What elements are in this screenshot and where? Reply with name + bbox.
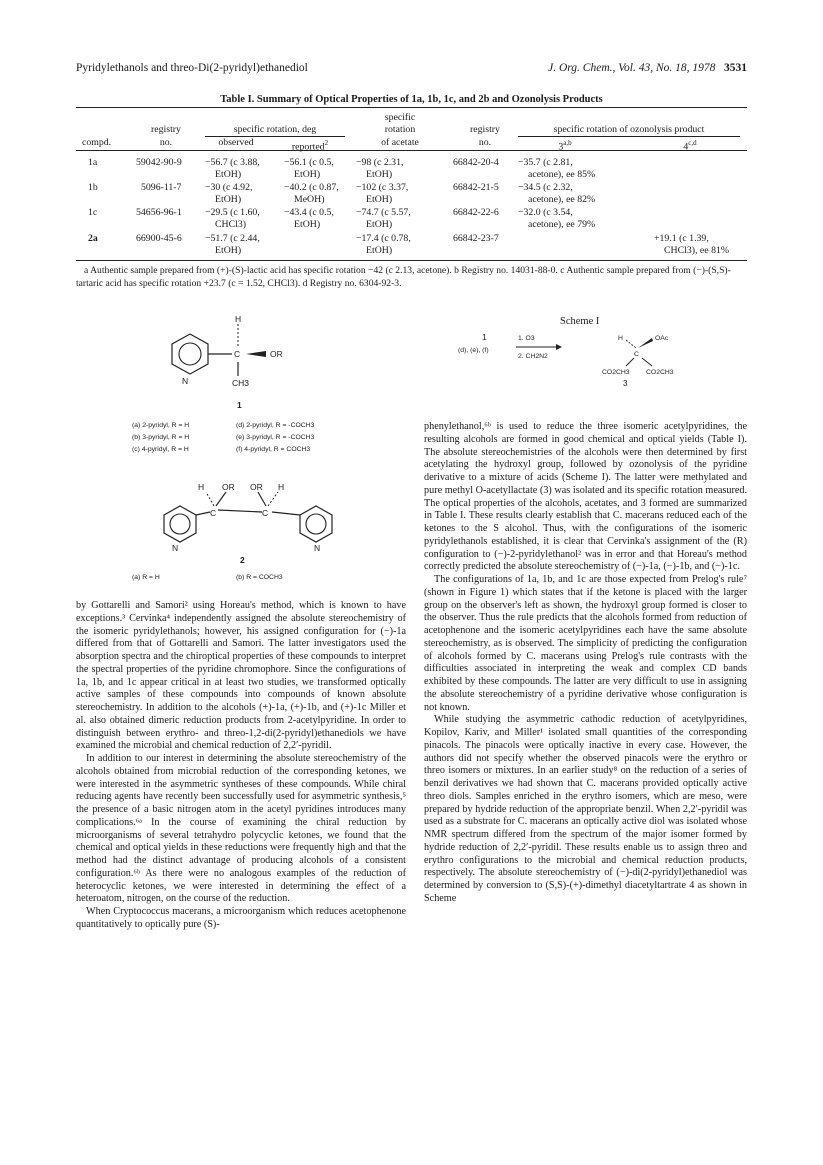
header-title: Pyridylethanols and threo-Di(2-pyridyl)ethanediol — [76, 62, 308, 74]
col-registry-h2: no. — [159, 137, 173, 148]
legend-item: (b) 3-pyridyl, R = H — [132, 434, 190, 441]
scheme-co2ch3-right: CO2CH3 — [646, 369, 674, 376]
scheme-title: Scheme I — [560, 316, 600, 327]
legend-item: (f) 4-pyridyl, R = COCH3 — [236, 446, 311, 453]
table-footnote — [76, 265, 756, 290]
s2-number: 2 — [240, 555, 245, 565]
cell-reported-solvent: EtOH) — [294, 219, 321, 230]
scheme-co2ch3-left: CO2CH3 — [602, 369, 630, 376]
cell-registry2: 66842-22-6 — [453, 207, 499, 218]
paragraph: While studying the asymmetric cathodic reduction of acetylpyridines, Kopilov, Kariv, and Miller¹ isolated small quantities of the corresponding pinacols. The pinacols were optically inactive in every case. However, the authors did not specify whether the observed pinacols were the erythro or threo isomers or mixtures. In an earlier study⁸ on the reduction of a series of benzil derivatives we had shown that C. macerans provided optically active threo diols. Samples enriched in the erythro isomers, which are meso, were prepared by hydride reduction of the appropriate benzil. When 2,2′-pyridil was used as a substrate for C. macerans an optically active diol was isolated whose NMR spectrum differed from the spectrum of the major isomer formed by hydride reduction of 2,2′-pyridil. These results enable us to assign threo and erythro configurations to the microbial and chemical reduction products, respectively. The absolute stereochemistry of (−)-di(2-pyridyl)ethanediol was determined by conversion to (S,S)-(+)-dimethyl diacetyltartrate 4 as shown in Scheme — [424, 714, 747, 904]
legend-item: (d) 2-pyridyl, R = -COCH3 — [236, 422, 315, 429]
cell-acetate-solvent: EtOH) — [366, 219, 393, 230]
cell-observed: −56.7 (c 3.88, — [205, 157, 260, 168]
cell-product3: −35.7 (c 2.81, — [518, 157, 573, 168]
col-acetate-h1: specific — [384, 112, 416, 123]
scheme-c: C — [634, 351, 639, 358]
paragraph: phenylethanol,⁶ᵇ is used to reduce the three isomeric acetylpyridines, the resulting alcohols are formed in good chemical and optical yields (Table I). The absolute stereochemistries of the alcohols were then determined by first acetylating the hydroxyl group, followed by ozonolysis of the pyridine derivative to a mixture of acids (Scheme I). The latter were methylated and pure methyl O-acetyllactate (3) was isolated and its specific rotation measured. The optical properties of the alcohols, acetates, and 3 formed are summarized in Table I. These results clearly establish that C. macerans reduced each of the ketones to the S alcohol. Thus, with the configurations of the isomeric pyridylethanols established, it is clear that Cervinka's assignment of the (R) configuration to (−)-2-pyridylethanol² was in error and that Horeau's method correctly predicted the absolute stereochemistry of (−)-1a, (−)-1b, and (−)-1c. — [424, 421, 747, 573]
paragraph: by Gottarelli and Samori² using Horeau's method, which is known to have exceptions.³ Cervinka⁴ independently assigned the absolute stereochemistry of the isomeric pyridylethanols; however, his assigned configuration for (−)-1a differed from that of Gottarelli and Samori. The latter investigators used the absorption spectra and the chiroptical properties of these compounds to interpret the spectral properties of the pyridine chromophore. Since the configurations of 1a, 1b, and 1c appear critical in at least two studies, we transformed optically active samples of these compounds into compounds of known absolute stereochemistry. In addition to the alcohols (+)-1a, (+)-1b, and (+)-1c Miller et al. also obtained dimeric reduction products from 2-acetylpyridine. In order to distinguish between erythro- and threo-1,2-di(2-pyridyl)ethanediols we have examined the microbial and chemical reduction of 2,2′-pyridil. — [76, 600, 406, 752]
scheme-h: H — [618, 335, 623, 342]
cell-acetate: −98 (c 2.31, — [356, 157, 404, 168]
scheme-number: 3 — [623, 379, 628, 388]
col-product3-h — [520, 137, 610, 154]
s2-n-left: N — [172, 543, 179, 553]
s1-or: OR — [270, 349, 283, 359]
paragraph: In addition to our interest in determining the absolute stereochemistry of the alcohols obtained from microbial reduction of the corresponding ketones, we were interested in the asymmetric syntheses of these compounds. While chiral reducing agents have recently been successfully used for asymmetric synthesis,⁵ the presence of a basic nitrogen atom in the acetyl pyridines introduces many complications.⁶ᵃ In the course of examining the chiral reduction by microorganisms of several tetrahydro polycyclic ketones, we found that the chemical and optical yields in these reductions were frequently high and that the method had the distinct advantage of producing alcohols of a consistent configuration.⁶ᵇ As there were no analogous examples of the reduction of heterocyclic ketones, we were interested in determining the effect of a heteroatom, nitrogen, on the course of the reduction. — [76, 753, 406, 905]
s2-c-right: C — [262, 508, 269, 518]
cell-registry2: 66842-20-4 — [453, 157, 499, 168]
col-ozonolysis-h: specific rotation of ozonolysis product — [553, 124, 705, 135]
col-product4-h — [640, 137, 740, 154]
cell-observed-solvent: CHCl3) — [215, 219, 247, 230]
cell-registry: 5096-11-7 — [141, 182, 182, 193]
table-header-rule — [76, 150, 747, 151]
scheme-reactant-sub: (d), (e), (f) — [458, 347, 489, 354]
product3-notes: a,b — [563, 139, 572, 147]
structure-2-dipyridylethanediol — [150, 478, 360, 568]
col-observed-h: observed — [218, 137, 254, 148]
cell-registry2: 66842-23-7 — [453, 233, 499, 244]
scheme-oac: OAc — [655, 335, 669, 342]
cell-observed: −29.5 (c 1.60, — [205, 207, 260, 218]
s1-n: N — [182, 376, 189, 386]
reported-ref: 2 — [324, 139, 329, 147]
cell-compd: 1a — [88, 157, 98, 168]
table-title: Table I. Summary of Optical Properties of 1a, 1b, 1c, and 2b and Ozonolysis Products — [220, 94, 603, 105]
cell-product3-ee: acetone), ee 82% — [528, 194, 596, 205]
left-column — [76, 600, 406, 932]
cell-observed-solvent: EtOH) — [215, 194, 242, 205]
scheme-step-1: 1. O3 — [518, 335, 535, 342]
cell-compd: 2a — [88, 233, 98, 244]
cell-product3-ee: acetone), ee 85% — [528, 169, 596, 180]
journal-citation: J. Org. Chem., Vol. 43, No. 18, 1978 — [548, 62, 716, 74]
cell-observed-solvent: EtOH) — [215, 245, 242, 256]
scheme-step-2: 2. CH2N2 — [518, 353, 548, 360]
cell-registry: 66900-45-6 — [136, 233, 182, 244]
cell-product4: +19.1 (c 1.39, — [654, 233, 709, 244]
cell-registry: 59042-90-9 — [136, 157, 182, 168]
col-acetate-h3: of acetate — [381, 137, 419, 148]
header-journal — [548, 62, 747, 74]
col-reported-h — [275, 137, 345, 154]
s2-c-left: C — [210, 508, 217, 518]
cell-registry: 54656-96-1 — [136, 207, 182, 218]
col-acetate-h2: rotation — [384, 124, 416, 135]
cell-acetate: −102 (c 3.37, — [356, 182, 409, 193]
cell-observed: −51.7 (c 2.44, — [205, 233, 260, 244]
legend-item: (a) 2-pyridyl, R = H — [132, 422, 190, 429]
scheme-1-ozonolysis — [452, 328, 752, 420]
cell-acetate-solvent: EtOH) — [366, 245, 393, 256]
cell-observed: −30 (c 4.92, — [205, 182, 253, 193]
cell-acetate-solvent: EtOH) — [366, 194, 393, 205]
footnote-text: a Authentic sample prepared from (+)-(S)-lactic acid has specific rotation −42 (c 2.13, acetone). b Registry no. 14031-88-0. c Authentic sample prepared from (−)-(S,S)-tartaric acid has specific rotation +23.7 (c = 1.52, CHCl3). d Registry no. 6304-92-3. — [76, 265, 731, 289]
cell-product3-ee: acetone), ee 79% — [528, 219, 596, 230]
cell-registry2: 66842-21-5 — [453, 182, 499, 193]
s2-h-left: H — [198, 482, 205, 492]
s2-or-left: OR — [222, 482, 235, 492]
right-column — [424, 421, 747, 906]
s2-or-right: OR — [250, 482, 263, 492]
paragraph: When Cryptococcus macerans, a microorganism which reduces acetophenone quantitatively to optically pure (S)- — [76, 906, 406, 930]
product4-label: 4 — [683, 141, 689, 153]
cell-reported-solvent: EtOH) — [294, 169, 321, 180]
col-compd-h: compd. — [82, 137, 112, 148]
cell-reported: −40.2 (c 0.87, — [284, 182, 339, 193]
s1-c: C — [234, 349, 241, 359]
cell-acetate-solvent: EtOH) — [366, 169, 393, 180]
s2-h-right: H — [278, 482, 285, 492]
table-top-rule — [76, 107, 747, 108]
col-registry2-h2: no. — [478, 137, 492, 148]
cell-acetate: −17.4 (c 0.78, — [356, 233, 411, 244]
cell-product3: −32.0 (c 3.54, — [518, 207, 573, 218]
legend-item: (a) R = H — [132, 574, 160, 581]
s1-h: H — [235, 314, 242, 324]
s2-n-right: N — [314, 543, 321, 553]
s1-ch3: CH3 — [232, 378, 250, 388]
product3-label: 3 — [558, 141, 564, 153]
cell-reported: −56.1 (c 0.5, — [284, 157, 334, 168]
cell-acetate: −74.7 (c 5.57, — [356, 207, 411, 218]
cell-compd: 1c — [88, 207, 98, 218]
legend-item: (e) 3-pyridyl, R = -COCH3 — [236, 434, 315, 441]
legend-item: (c) 4-pyridyl, R = H — [132, 446, 189, 453]
structure-1-pyridylethanol — [160, 312, 320, 412]
page-number: 3531 — [724, 62, 747, 74]
cell-product3: −34.5 (c 2.32, — [518, 182, 573, 193]
cell-product4-ee: CHCl3), ee 81% — [664, 245, 730, 256]
cell-observed-solvent: EtOH) — [215, 169, 242, 180]
cell-reported-solvent: MeOH) — [294, 194, 325, 205]
product4-notes: c,d — [688, 139, 697, 147]
legend-item: (b) R = COCH3 — [236, 574, 283, 581]
scheme-reactant: 1 — [482, 332, 487, 342]
reported-label: reported — [291, 141, 325, 153]
s1-number: 1 — [237, 400, 242, 410]
cell-compd: 1b — [88, 182, 98, 193]
paragraph: The configurations of 1a, 1b, and 1c are those expected from Prelog's rule⁷ (shown in Figure 1) which states that if the ketone is placed with the larger group on the observer's left as shown, the hydroxyl group formed is closer to the observer. Thus the rule predicts that the alcohols formed from reduction of acetophenone and the isomeric acetylpyridines each have the same absolute stereochemistry, as is observed. The simplicity of predicting the configuration of alcohols formed by C. macerans using Prelog's rule contrasts with the difficulties associated in interpreting the weak and complex CD bands exhibited by these compounds. The latter are very difficult to use in assigning the absolute stereochemistry of a pyridine derivative whose configuration is not known. — [424, 574, 747, 713]
cell-reported: −43.4 (c 0.5, — [284, 207, 334, 218]
col-registry2-h1: registry — [470, 124, 500, 135]
col-specific-rotation-h: specific rotation, deg — [233, 124, 317, 135]
col-registry-h1: registry — [151, 124, 181, 135]
table-bottom-rule — [76, 260, 747, 261]
